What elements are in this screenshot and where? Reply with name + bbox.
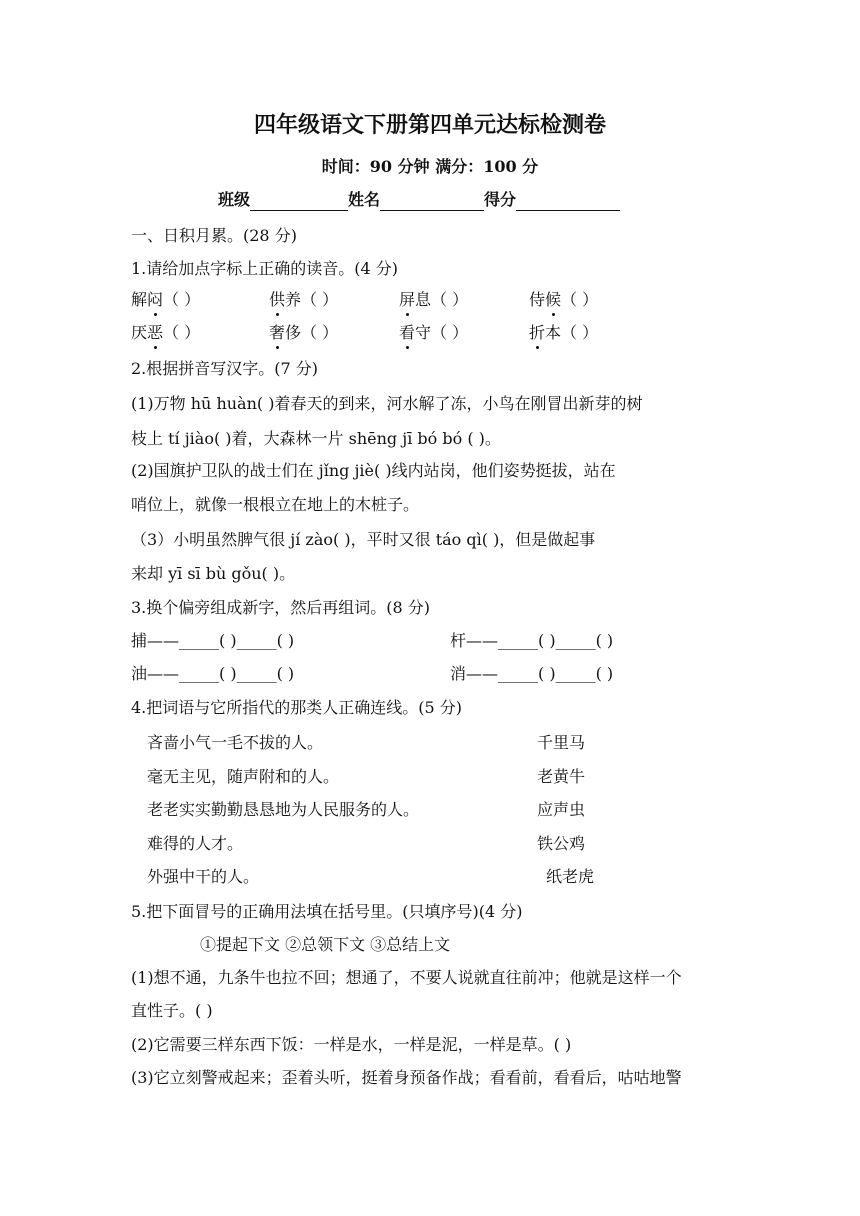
q4-description: 老老实实勤勤恳恳地为人民服务的人。	[147, 800, 420, 819]
q4-term: 老黄牛	[537, 767, 586, 786]
q1-item: 屏息（ ）	[399, 290, 469, 309]
q3-row-1-right: 杆——_____( )_____( )	[450, 631, 614, 650]
question-3-prompt: 3.换个偏旁组成新字，然后再组词。(8 分)	[131, 598, 431, 617]
q4-description: 外强中干的人。	[147, 867, 260, 886]
q4-term: 千里马	[537, 733, 586, 752]
q1-item: 厌恶（ ）	[131, 323, 201, 342]
q5-line-4: (3)它立刻警戒起来；歪着头听，挺着身预备作战；看看前，看看后，咕咕地警	[131, 1068, 682, 1087]
score-blank[interactable]	[516, 192, 620, 211]
q4-description: 吝啬小气一毛不拔的人。	[147, 733, 324, 752]
q2-line-5: （3）小明虽然脾气很 jí zào( )，平时又很 táo qì( )，但是做起事	[131, 530, 596, 549]
page-title: 四年级语文下册第四单元达标检测卷	[253, 112, 606, 138]
q4-term: 纸老虎	[546, 867, 595, 886]
name-blank[interactable]	[380, 192, 484, 211]
q4-description: 难得的人才。	[147, 834, 244, 853]
q5-line-3: (2)它需要三样东西下饭：一样是水，一样是泥，一样是草。( )	[131, 1035, 572, 1054]
question-1-prompt: 1.请给加点字标上正确的读音。(4 分)	[131, 259, 399, 278]
q5-options: ①提起下文 ②总领下文 ③总结上文	[200, 935, 451, 954]
q4-term: 铁公鸡	[537, 834, 586, 853]
student-info-line	[218, 189, 620, 211]
name-label: 姓名	[348, 190, 381, 209]
q2-line-1: (1)万物 hū huàn( )着春天的到来，河水解了冻，小鸟在刚冒出新芽的树	[131, 394, 643, 413]
score-label: 得分	[484, 190, 517, 209]
q1-item: 解闷（ ）	[131, 290, 201, 309]
q3-row-1-left: 捕——_____( )_____( )	[131, 631, 295, 650]
q1-item: 侍候（ ）	[529, 290, 599, 309]
time-score-line: 时间：90 分钟 满分：100 分	[321, 157, 539, 176]
q2-line-2: 枝上 tí jiào( )着，大森林一片 shēng jī bó bó ( )。	[131, 429, 501, 448]
q3-row-2-left: 油——_____( )_____( )	[131, 664, 295, 683]
class-blank[interactable]	[250, 192, 348, 211]
section-heading: 一、日积月累。(28 分)	[131, 226, 297, 245]
question-4-prompt: 4.把词语与它所指代的那类人正确连线。(5 分)	[131, 698, 463, 717]
question-2-prompt: 2.根据拼音写汉字。(7 分)	[131, 359, 319, 378]
q4-description: 毫无主见，随声附和的人。	[147, 767, 340, 786]
q1-item: 奢侈（ ）	[269, 323, 339, 342]
q4-term: 应声虫	[537, 800, 586, 819]
q5-line-2: 直性子。( )	[131, 1001, 213, 1020]
question-5-prompt: 5.把下面冒号的正确用法填在括号里。(只填序号)(4 分)	[131, 902, 523, 921]
q3-row-2-right: 消——_____( )_____( )	[450, 664, 614, 683]
q2-line-6: 来却 yī sī bù gǒu( )。	[131, 564, 296, 583]
q1-item: 折本（ ）	[529, 323, 599, 342]
q2-line-3: (2)国旗护卫队的战士们在 jǐng jiè( )线内站岗，他们姿势挺拔，站在	[131, 461, 616, 480]
q5-line-1: (1)想不通，九条牛也拉不回；想通了，不要人说就直往前冲；他就是这样一个	[131, 968, 682, 987]
q1-item: 看守（ ）	[399, 323, 469, 342]
q2-line-4: 哨位上，就像一根根立在地上的木桩子。	[131, 495, 420, 514]
q1-item: 供养（ ）	[269, 290, 339, 309]
class-label: 班级	[218, 190, 251, 209]
